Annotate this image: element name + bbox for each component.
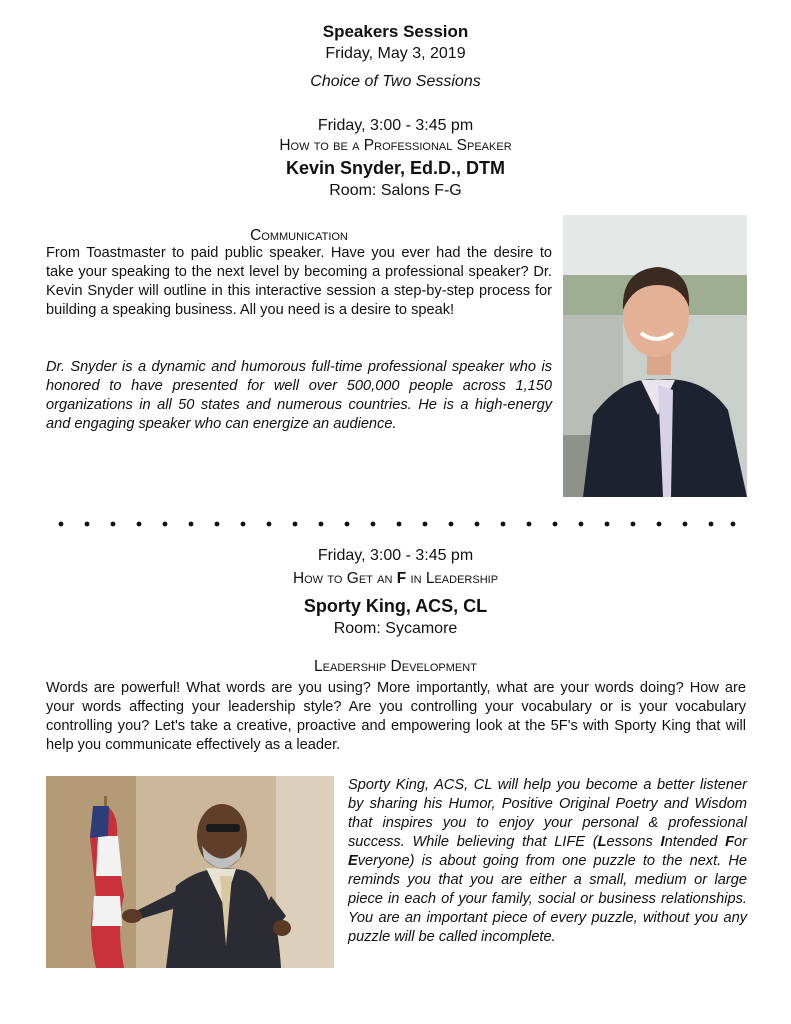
session2-bio-part2: ) is about going from one puzzle to the next. He reminds you that you are either a small, medium or large piece in each of your family, social or business relationships. You are an important piece of every puzzle, without you any puzzle will be called incomplete. [348, 853, 747, 945]
session2-topic-prefix: How to Get an [292, 570, 397, 587]
bio-letter-l: L [597, 834, 607, 850]
session2-bio [348, 776, 747, 947]
bio-veryone: veryone [357, 853, 410, 869]
bio-letter-f: F [725, 834, 735, 850]
session2-category: Leadership Development [314, 658, 477, 675]
bio-letter-e: E [348, 853, 358, 869]
bio-ntended: ntended [664, 834, 726, 850]
session2-topic [0, 570, 791, 588]
session1-description: From Toastmaster to paid public speaker. Have you ever had the desire to take your speaking to the next level by becoming a professional speaker? Dr. Kevin Snyder will outline in this interactive session a step-by-step process for building a speaking business. All you need is a desire to speak! [46, 245, 552, 318]
session2-topic-letter: F [396, 570, 407, 587]
session1-speaker: Kevin Snyder, Ed.D., DTM [285, 158, 506, 178]
bio-or: or [734, 834, 747, 850]
session2-time: Friday, 3:00 - 3:45 pm [317, 547, 474, 564]
bio-essons: essons [606, 834, 661, 850]
section-divider [57, 510, 737, 530]
event-date: Friday, May 3, 2019 [325, 45, 466, 62]
session1-time: Friday, 3:00 - 3:45 pm [317, 117, 474, 134]
bio-letter-i: I [660, 834, 665, 850]
session2-room: Room: Sycamore [333, 620, 458, 637]
session2-description: Words are powerful! What words are you using? More importantly, what are your words doing? How are your words affecting your leadership style? Are you controlling your vocabulary or is your vocabulary controlling you? Let's take a creative, proactive and empowering look at the 5F's with Sporty King that will help you communicate effectively as a leader. [46, 680, 746, 753]
speaker1-photo [563, 215, 747, 497]
session2-speaker: Sporty King, ACS, CL [303, 596, 488, 616]
page-title: Speakers Session [322, 22, 469, 41]
session1-topic: How to be a Professional Speaker [279, 137, 512, 154]
session-choice-note: Choice of Two Sessions [310, 73, 481, 90]
session2-bio-part1: Sporty King, ACS, CL will help you become a better listener by sharing his Humor, Positive Original Poetry and Wisdom that inspires you to enjoy your personal & professional success. While believing that LIFE ( [348, 777, 747, 850]
speaker2-photo [46, 776, 334, 968]
session2-topic-suffix: in Leadership [406, 570, 499, 587]
session1-room: Room: Salons F-G [329, 182, 462, 199]
session1-bio: Dr. Snyder is a dynamic and humorous full-time professional speaker who is honored to have presented for well over 500,000 people across 1,150 organizations in all 50 states and numerous countries. He is a high-energy and engaging speaker who can energize an audience. [46, 359, 552, 432]
session1-category: Communication [250, 227, 348, 244]
